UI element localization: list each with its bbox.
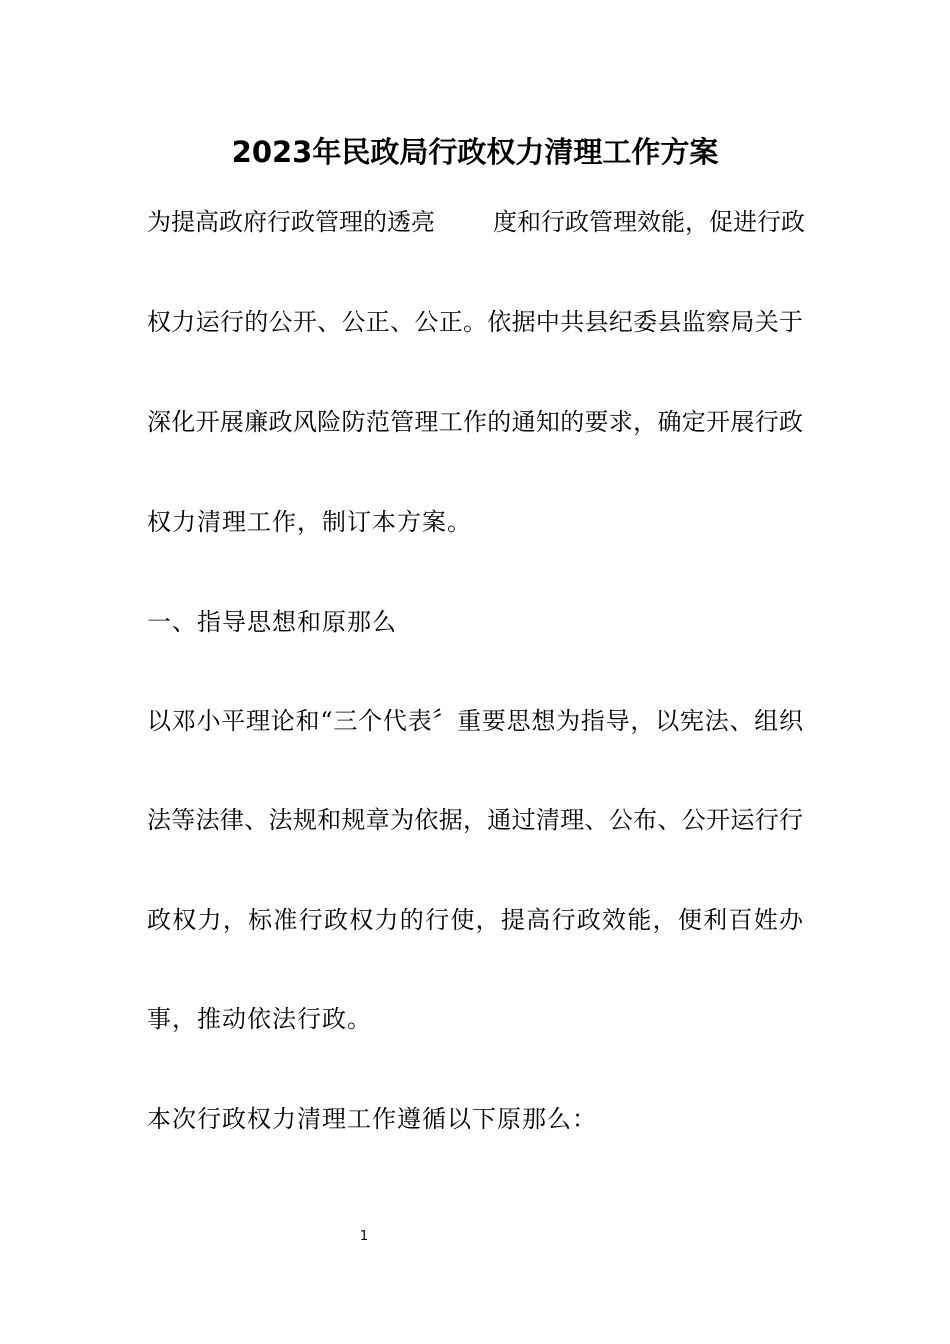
paragraph-line-1-part-2: 度和行政管理效能，促进行政	[493, 208, 805, 236]
paragraph-line-9: 事，推动依法行政。	[147, 1005, 372, 1033]
section-heading: 一、指导思想和原那么	[147, 608, 397, 636]
paragraph-line-4: 权力清理工作，制订本方案。	[147, 508, 472, 536]
paragraph-line-7: 法等法律、法规和规章为依据，通过清理、公布、公开运行行	[147, 806, 803, 834]
paragraph-line-6: 以邓小平理论和“三个代表〞重要思想为指导，以宪法、组织	[147, 707, 803, 735]
page-number: 1	[359, 1229, 369, 1244]
document-title: 2023年民政局行政权力清理工作方案	[231, 135, 719, 169]
paragraph-line-1	[147, 205, 805, 239]
paragraph-line-3: 深化开展廉政风险防范管理工作的通知的要求，确定开展行政	[147, 408, 803, 436]
paragraph-line-1-part-1: 为提高政府行政管理的透亮	[147, 208, 435, 236]
paragraph-line-10: 本次行政权力清理工作遵循以下原那么：	[147, 1105, 597, 1133]
paragraph-line-8: 政权力，标准行政权力的行使，提高行政效能，便利百姓办	[147, 906, 803, 934]
paragraph-line-2: 权力运行的公开、公正、公正。依据中共县纪委县监察局关于	[147, 308, 803, 336]
